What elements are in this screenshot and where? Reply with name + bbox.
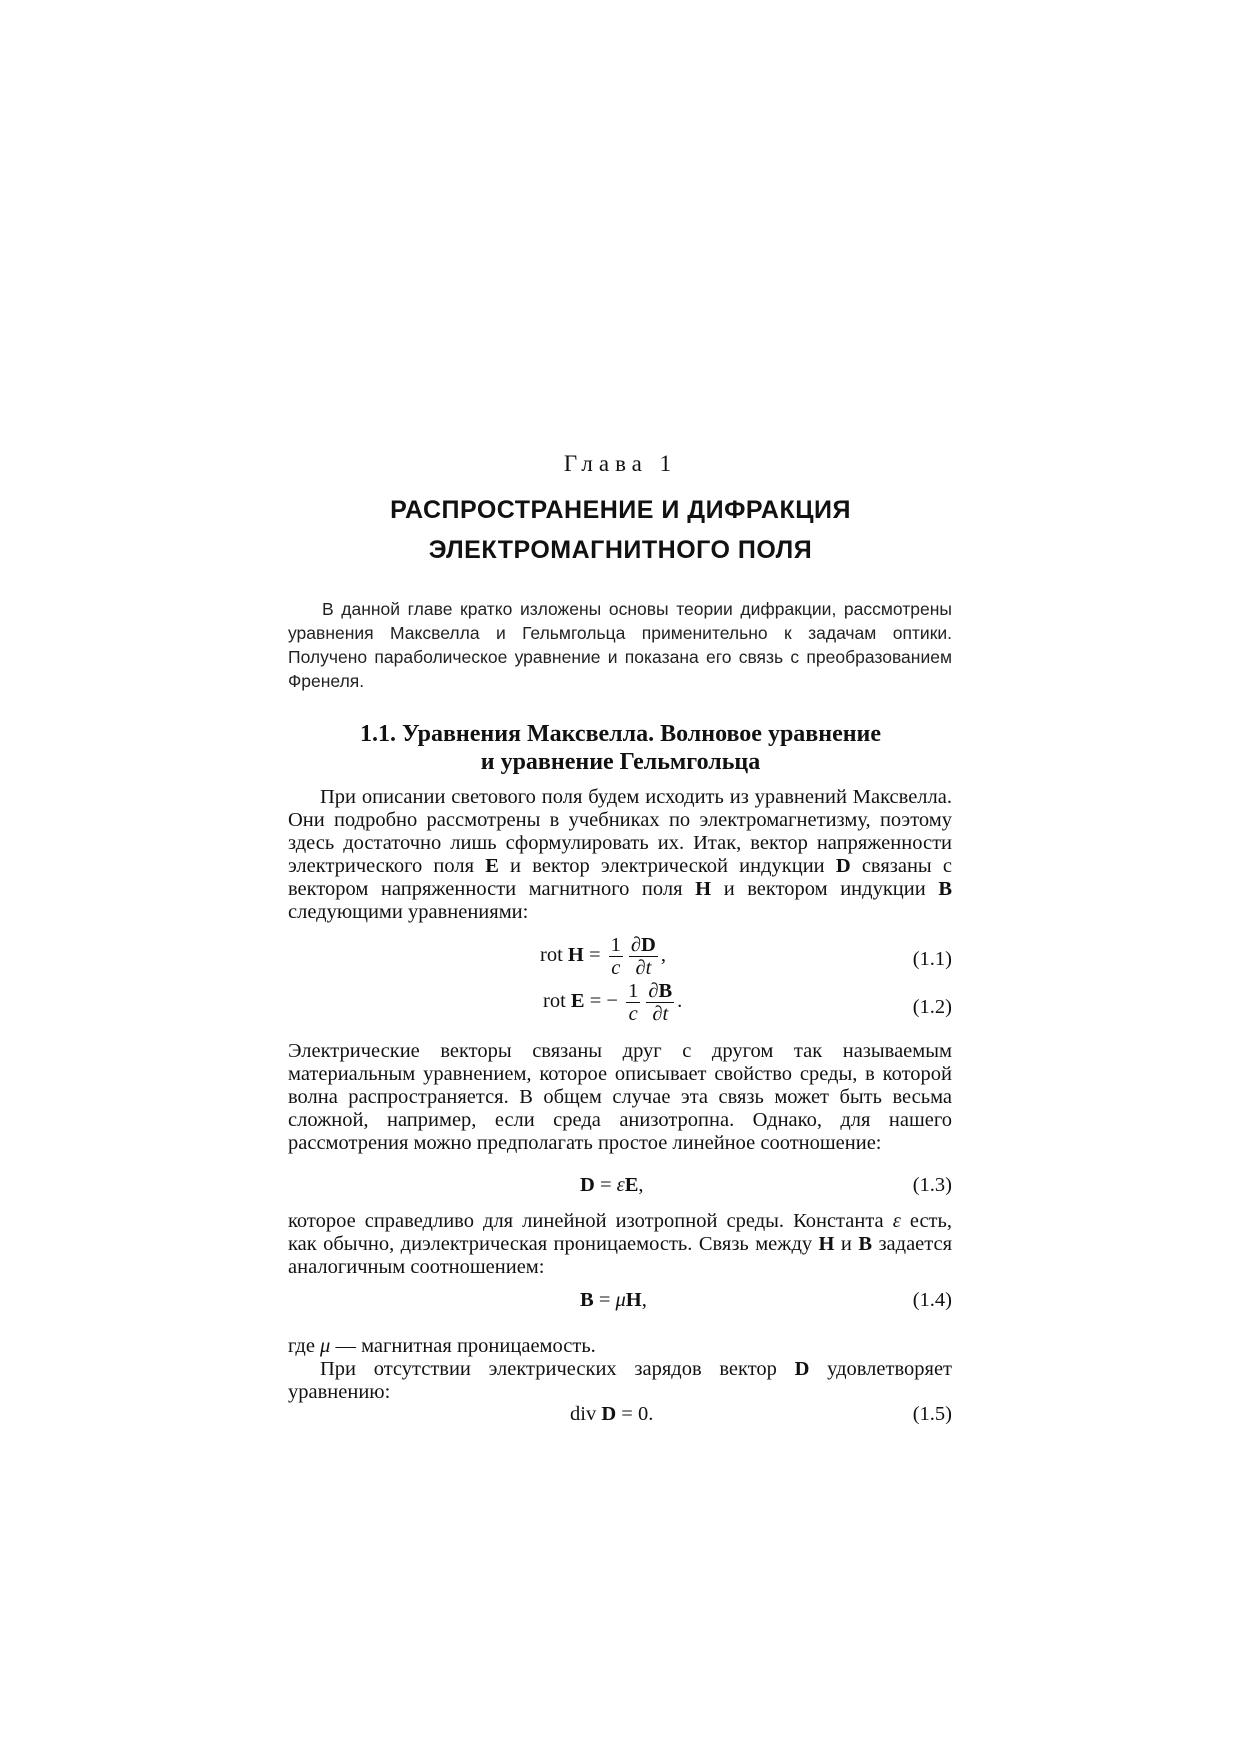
fraction: [626, 980, 640, 1025]
text-run: следующими уравнениями:: [288, 901, 529, 923]
vector-symbol: E: [485, 855, 499, 877]
denominator: c: [611, 957, 621, 979]
vector-symbol: D: [601, 1403, 617, 1425]
paragraph-1: [288, 786, 952, 924]
text-run: При описании светового поля будем исходить из уравнений Максвелла. Они подробно рассмотрены в учебниках по электромагнетизму, поэтому здесь достаточно лишь сформулировать их. Итак, вектор напряженности электрического поля: [288, 786, 952, 877]
text-run: задается аналогичным соотношением:: [288, 1233, 952, 1278]
paragraph-3: [288, 1210, 952, 1279]
paragraph-5: [288, 1358, 952, 1404]
equation-number: (1.2): [912, 996, 952, 1018]
denominator: c: [628, 1003, 638, 1025]
text-run: и: [834, 1233, 859, 1255]
text-run: и вектором индукции: [711, 878, 939, 900]
coefficient: μ: [615, 1289, 626, 1311]
text-run: есть, как обычно, диэлектрическая проницаемость. Связь между: [288, 1210, 952, 1255]
math-symbol: μ: [320, 1335, 331, 1357]
numerator: 1: [610, 934, 621, 956]
numerator: ∂D: [630, 934, 656, 956]
derivative: [629, 934, 658, 979]
punctuation: ,: [641, 1289, 647, 1311]
vector-symbol: D: [794, 1358, 810, 1380]
coefficient: ε: [616, 1174, 625, 1196]
vector-symbol: H: [625, 1289, 642, 1311]
equation-1-5: [570, 1403, 653, 1426]
text-run: где: [288, 1335, 321, 1357]
text-run: При отсутствии электрических зарядов вектор: [320, 1358, 795, 1380]
equation-number: (1.4): [912, 1289, 952, 1311]
equation-number: (1.5): [912, 1403, 952, 1425]
paragraph-4: [288, 1335, 952, 1358]
derivative: [646, 980, 674, 1025]
math-symbol: ε: [892, 1210, 901, 1232]
equation-1-4: [580, 1289, 647, 1312]
vector-symbol: H: [695, 878, 712, 900]
equation-number: (1.3): [912, 1174, 952, 1196]
chapter-title-line-1: РАСПРОСТРАНЕНИЕ И ДИФРАКЦИЯ: [390, 496, 851, 524]
equals-sign: =: [599, 1174, 612, 1196]
chapter-abstract: В данной главе кратко изложены основы теории дифракции, рассмотрены уравнения Максвелла и Гельмгольца применительно к задачам оптики. Получено параболическое уравнение и показана его связь с преобразованием Френеля.: [288, 599, 952, 691]
punctuation: ,: [660, 944, 666, 967]
text-run: — магнитная проницаемость.: [330, 1335, 596, 1357]
section-title: [0, 720, 1241, 776]
equation-1-3: [580, 1174, 644, 1197]
punctuation: ,: [638, 1174, 644, 1196]
vector-symbol: E: [624, 1174, 639, 1196]
equals-sign: =: [588, 944, 601, 967]
vector-symbol: D: [835, 855, 851, 877]
text-run: которое справедливо для линейной изотропной среды. Константа: [288, 1210, 893, 1232]
vector-symbol: B: [580, 1289, 594, 1311]
numerator: ∂B: [648, 980, 673, 1002]
vector-symbol: D: [580, 1174, 595, 1196]
text-run: удовлетворяет уравнению:: [288, 1358, 952, 1403]
section-title-line-1: 1.1. Уравнения Максвелла. Волновое уравнение: [359, 721, 882, 747]
equals-sign: = −: [589, 990, 618, 1013]
equals-sign: =: [598, 1289, 611, 1311]
operator: rot: [543, 990, 566, 1013]
equation-1-2: [543, 980, 682, 1025]
equation-1-1: [540, 934, 666, 979]
chapter-title-line-2: ЭЛЕКТРОМАГНИТНОГО ПОЛЯ: [428, 536, 813, 564]
text-run: и вектор электрической индукции: [498, 855, 836, 877]
equation-rhs: = 0.: [621, 1403, 654, 1425]
numerator: 1: [628, 980, 639, 1002]
operator: div: [570, 1403, 597, 1425]
denominator: ∂t: [635, 957, 652, 979]
chapter-title: [0, 490, 1241, 570]
text-run: связаны с вектором напряженности магнитного поля: [288, 855, 952, 900]
denominator: ∂t: [652, 1003, 669, 1025]
punctuation: .: [677, 990, 683, 1013]
vector-symbol: H: [818, 1233, 835, 1255]
paragraph-2: Электрические векторы связаны друг с другом так называемым материальным уравнением, которое описывает свойство среды, в которой волна распространяется. В общем случае эта связь может быть весьма сложной, например, если среда анизотропна. Однако, для нашего рассмотрения можно предполагать простое линейное соотношение:: [288, 1040, 952, 1154]
vector-symbol: B: [858, 1233, 873, 1255]
vector-symbol: H: [567, 944, 584, 967]
vector-symbol: B: [938, 878, 952, 900]
chapter-label: Глава 1: [563, 451, 678, 476]
fraction: [609, 934, 623, 979]
operator: rot: [540, 944, 563, 967]
equation-number: (1.1): [912, 948, 952, 970]
section-title-line-2: и уравнение Гельмгольца: [480, 749, 761, 775]
vector-symbol: E: [570, 990, 585, 1013]
